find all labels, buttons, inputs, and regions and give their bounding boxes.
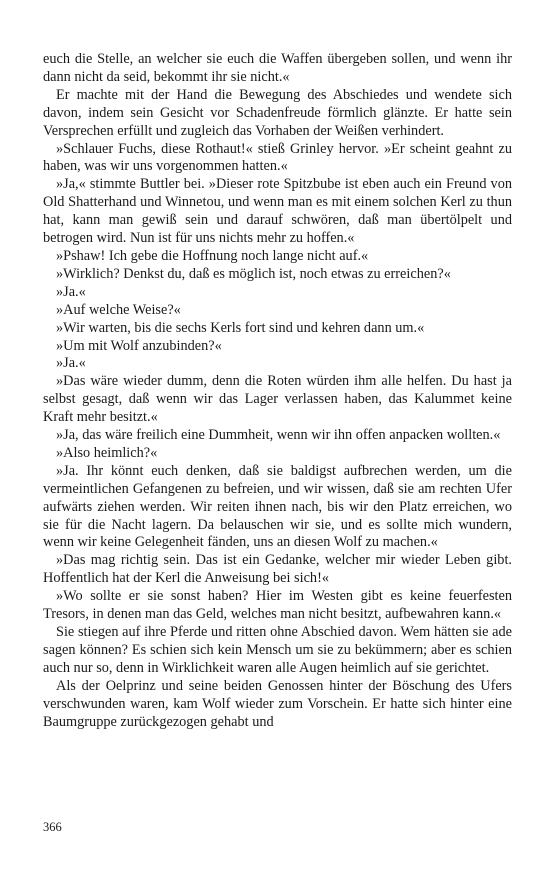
paragraph: »Ja,« stimmte Buttler bei. »Dieser rote Spitzbube ist eben auch ein Freund von Old Shatterhand und Winnetou, und wenn man es mit einem solchen Kerl zu thun hat, kann man gewiß sein und darauf schwören, daß man übertölpelt und betrogen wird. Nun ist für uns nichts mehr zu hoffen.« [43,176,512,247]
paragraph: »Auf welche Weise?« [56,301,181,318]
paragraph: »Das wäre wieder dumm, denn die Roten würden ihm alle helfen. Du hast ja selbst gesagt, daß wenn wir das Lager verlassen haben, das Kalummet keine Kraft mehr besitzt.« [43,373,512,426]
paragraph: »Schlauer Fuchs, diese Rothaut!« stieß Grinley hervor. »Er scheint geahnt zu haben, was wir uns vorgenommen hatten.« [43,140,512,175]
paragraph: Er machte mit der Hand die Bewegung des Abschiedes und wendete sich davon, indem sein Gesicht vor Schadenfreude förmlich glänzte. Er hatte sein Versprechen erfüllt und zugleich das Vorhaben der Weißen verhindert. [43,86,512,139]
paragraph: euch die Stelle, an welcher sie euch die Waffen übergeben sollen, und wenn ihr dann nicht da seid, bekommt ihr sie nicht.« [43,51,512,85]
paragraph: Sie stiegen auf ihre Pferde und ritten ohne Abschied davon. Wem hätten sie ade sagen können? Es schien sich kein Mensch um sie zu bekümmern; aber es schien auch nur so, denn in Wirklichkeit waren alle Augen heimlich auf sie gerichtet. [43,624,512,676]
page-number: 366 [43,820,62,834]
book-page-text [43,51,512,731]
paragraph: »Um mit Wolf anzubinden?« [56,337,222,354]
paragraph: »Ja.« [56,283,86,300]
paragraph: »Ja.« [56,355,86,372]
paragraph: »Wir warten, bis die sechs Kerls fort sind und kehren dann um.« [56,319,425,336]
paragraph: »Ja. Ihr könnt euch denken, daß sie baldigst aufbrechen werden, um die vermeintlichen Gefangenen zu befreien, und wir wissen, daß sie am rechten Ufer aufwärts ziehen werden. Wir reiten ihnen nach, bis wir den Platz erreichen, wo sie für die Nacht lagern. Da belauschen wir sie, und es sollte mich wundern, wenn wir keine Gelegenheit fänden, uns an diesen Wolf zu machen.« [43,462,512,551]
paragraph: »Also heimlich?« [56,444,158,461]
paragraph: Als der Oelprinz und seine beiden Genossen hinter der Böschung des Ufers verschwunden waren, kam Wolf wieder zum Vorschein. Er hatte sich hinter eine Baumgruppe zurückgezogen gehabt und [43,677,512,730]
paragraph: »Wirklich? Denkst du, daß es möglich ist, noch etwas zu erreichen?« [56,265,451,282]
paragraph: »Pshaw! Ich gebe die Hoffnung noch lange nicht auf.« [56,247,369,264]
paragraph: »Wo sollte er sie sonst haben? Hier im Westen gibt es keine feuerfesten Tresors, in denen man das Geld, welches man nicht besitzt, aufbewahren kann.« [43,588,512,623]
paragraph: »Ja, das wäre freilich eine Dummheit, wenn wir ihn offen anpacken wollten.« [56,427,501,444]
paragraph: »Das mag richtig sein. Das ist ein Gedanke, welcher mir wieder Leben gibt. Hoffentlich hat der Kerl die Anweisung bei sich!« [43,552,512,587]
